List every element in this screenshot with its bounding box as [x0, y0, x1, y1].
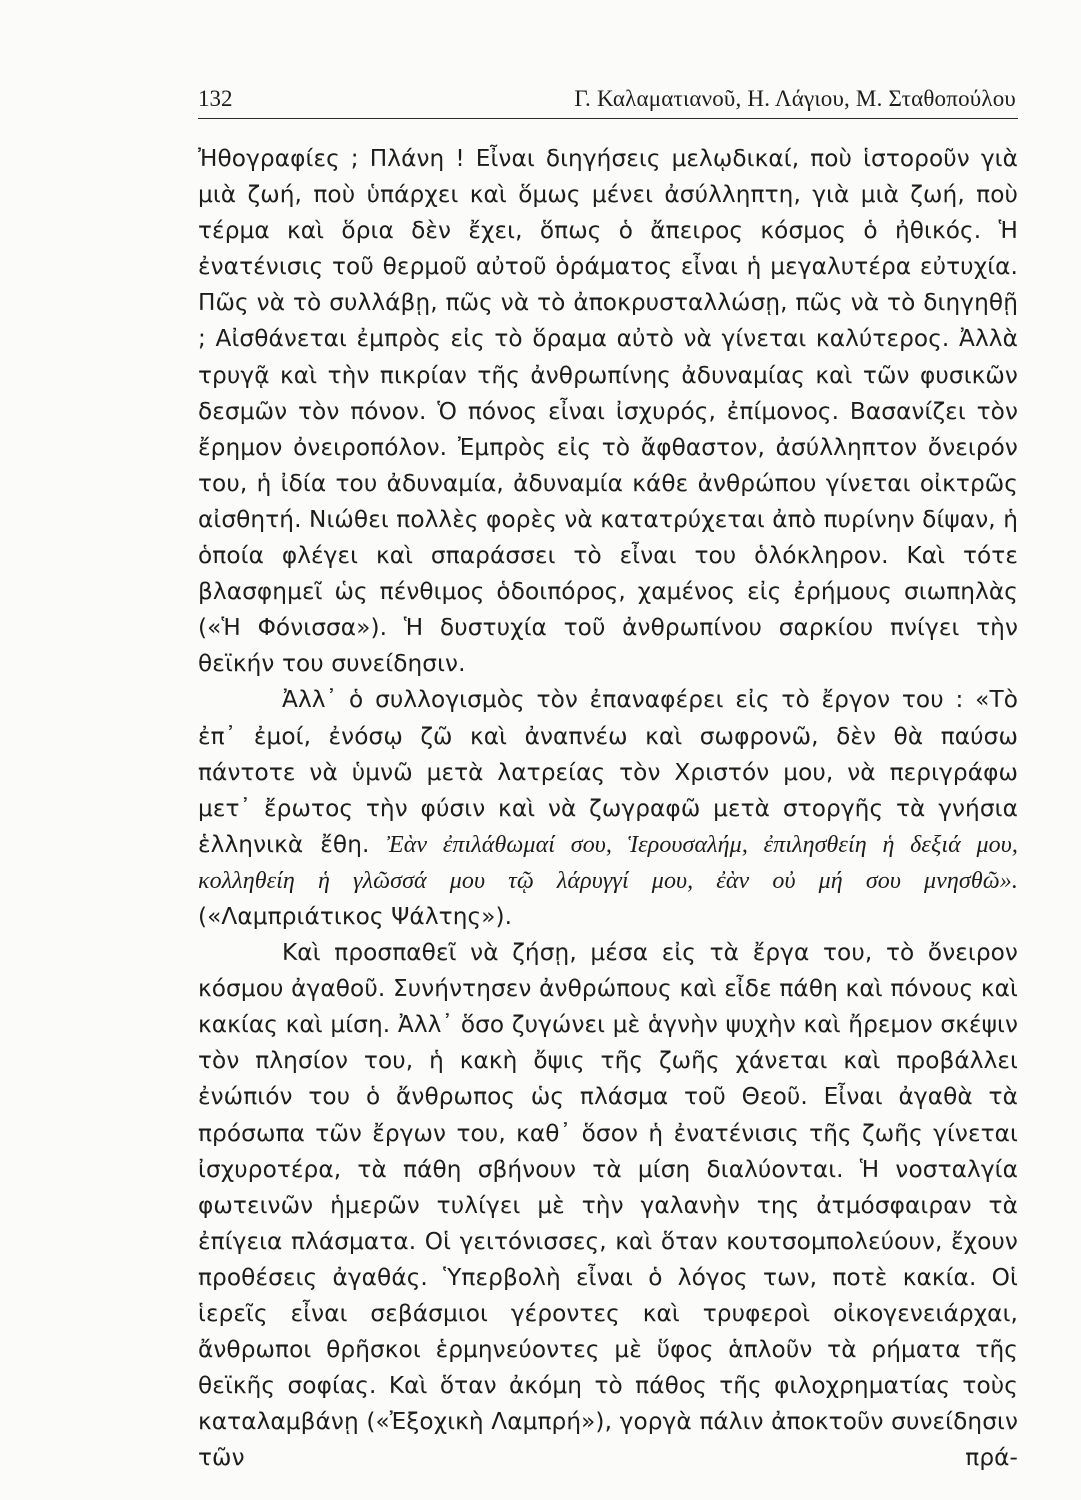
paragraph-3: Καὶ προσπαθεῖ νὰ ζήσῃ, μέσα εἰς τὰ ἔργα του, τὸ ὄνειρον κόσμου ἀγαθοῦ. Συνήντησεν ἀνθρώπους καὶ εἶδε πάθη καὶ πόνους καὶ κακίας καὶ μίση. Ἀλλ᾽ ὅσο ζυγώνει μὲ ἁγνὴν ψυχὴν καὶ ἤρεμον σκέψιν τὸν πλησίον του, ἡ κακὴ ὄψις τῆς ζωῆς χάνεται καὶ προβάλλει ἐνώπιόν του ὁ ἄνθρωπος ὡς πλάσμα τοῦ Θεοῦ. Εἶναι ἀγαθὰ τὰ πρόσωπα τῶν ἔργων του, καθ᾽ ὅσον ἡ ἐνατένισις τῆς ζωῆς γίνεται ἰσχυροτέρα, τὰ πάθη σβήνουν τὰ μίση διαλύονται. Ἡ νοσταλγία φωτεινῶν ἡμερῶν τυλίγει μὲ τὴν γαλανὴν της ἀτμόσφαιραν τὰ ἐπίγεια πλάσματα. Οἱ γειτόνισσες, καὶ ὅταν κουτσομπολεύουν, ἔχουν προθέσεις ἀγαθάς. Ὑπερβολὴ εἶναι ὁ λόγος των, ποτὲ κακία. Οἱ ἱερεῖς εἶναι σεβάσμιοι γέροντες καὶ τρυφεροὶ οἰκογενειάρχαι, ἄνθρωποι θρῆσκοι ἑρμηνεύοντες μὲ ὕφος ἁπλοῦν τὰ ρήματα τῆς θεϊκῆς σοφίας. Καὶ ὅταν ἀκόμη τὸ πάθος τῆς φιλοχρηματίας τοὺς καταλαμβάνῃ («Ἐξοχικὴ Λαμπρή»), γοργὰ πάλιν ἀποκτοῦν συνείδησιν τῶν πρά-	[198, 939, 1018, 1472]
paragraph-1: Ἠθογραφίες ; Πλάνη ! Εἶναι διηγήσεις μελῳδικαί, ποὺ ἱστοροῦν γιὰ μιὰ ζωή, ποὺ ὑπάρχει καὶ ὅμως μένει ἀσύλληπτη, γιὰ μιὰ ζωή, ποὺ τέρμα καὶ ὅρια δὲν ἔχει, ὅπως ὁ ἄπειρος κόσμος ὁ ἠθικός. Ἡ ἐνατένισις τοῦ θερμοῦ αὐτοῦ ὁράματος εἶναι ἡ μεγαλυτέρα εὐτυχία. Πῶς νὰ τὸ συλλάβῃ, πῶς νὰ τὸ ἀποκρυσταλλώσῃ, πῶς νὰ τὸ διηγηθῇ ; Αἰσθάνεται ἐμπρὸς εἰς τὸ ὅραμα αὐτὸ νὰ γίνεται καλύτερος. Ἀλλὰ τρυγᾷ καὶ τὴν πικρίαν τῆς ἀνθρωπίνης ἀδυναμίας καὶ τῶν φυσικῶν δεσμῶν τὸν πόνον. Ὁ πόνος εἶναι ἰσχυρός, ἐπίμονος. Βασανίζει τὸν ἔρημον ὀνειροπόλον. Ἐμπρὸς εἰς τὸ ἄφθαστον, ἀσύλληπτον ὄνειρόν του, ἡ ἰδία του ἀδυναμία, ἀδυναμία κάθε ἀνθρώπου γίνεται οἰκτρῶς αἰσθητή. Νιώθει πολλὲς φορὲς νὰ κατατρύχεται ἀπὸ πυρίνην δίψαν, ἡ ὁποία φλέγει καὶ σπαράσσει τὸ εἶναι του ὁλόκληρον. Καὶ τότε βλασφημεῖ ὡς πένθιμος ὁδοιπόρος, χαμένος εἰς ἐρήμους σιωπηλὰς («Ἡ Φόνισσα»). Ἡ δυστυχία τοῦ ἀνθρωπίνου σαρκίου πνίγει τὴν θεϊκήν του συνείδησιν.	[198, 145, 1018, 678]
page-number: 132	[198, 86, 233, 111]
body-text	[198, 141, 1018, 1476]
page	[198, 82, 1018, 1472]
paragraph-2-source: («Λαμπριάτικος Ψάλτης»).	[198, 902, 513, 930]
paragraph-2	[198, 682, 1018, 935]
running-title: Γ. Καλαματιανοῦ, Η. Λάγιου, Μ. Σταθοπούλου	[574, 86, 1016, 111]
page-header	[198, 82, 1018, 119]
psalm-quotation: Ἐὰν ἐπιλάθωμαί σου, Ἱερουσαλήμ, ἐπιλησθείη ἡ δεξιά μου, κολληθείη ἡ γλῶσσά μου τῷ λάρυγγί μου, ἐὰν οὐ μή σου μνησθῶ».	[198, 831, 1018, 894]
paragraph-2-text: Ἀλλ᾽ ὁ συλλογισμὸς τὸν ἐπαναφέρει εἰς τὸ ἔργον του : «Τὸ ἐπ᾽ ἐμοί, ἐνόσῳ ζῶ καὶ ἀναπνέω καὶ σωφρονῶ, δὲν θὰ παύσω πάντοτε νὰ ὑμνῶ μετὰ λατρείας τὸν Χριστόν μου, νὰ περιγράφω μετ᾽ ἔρωτος τὴν φύσιν καὶ νὰ ζωγραφῶ μετὰ στοργῆς τὰ γνήσια ἑλληνικὰ ἔθη.	[198, 686, 1018, 858]
